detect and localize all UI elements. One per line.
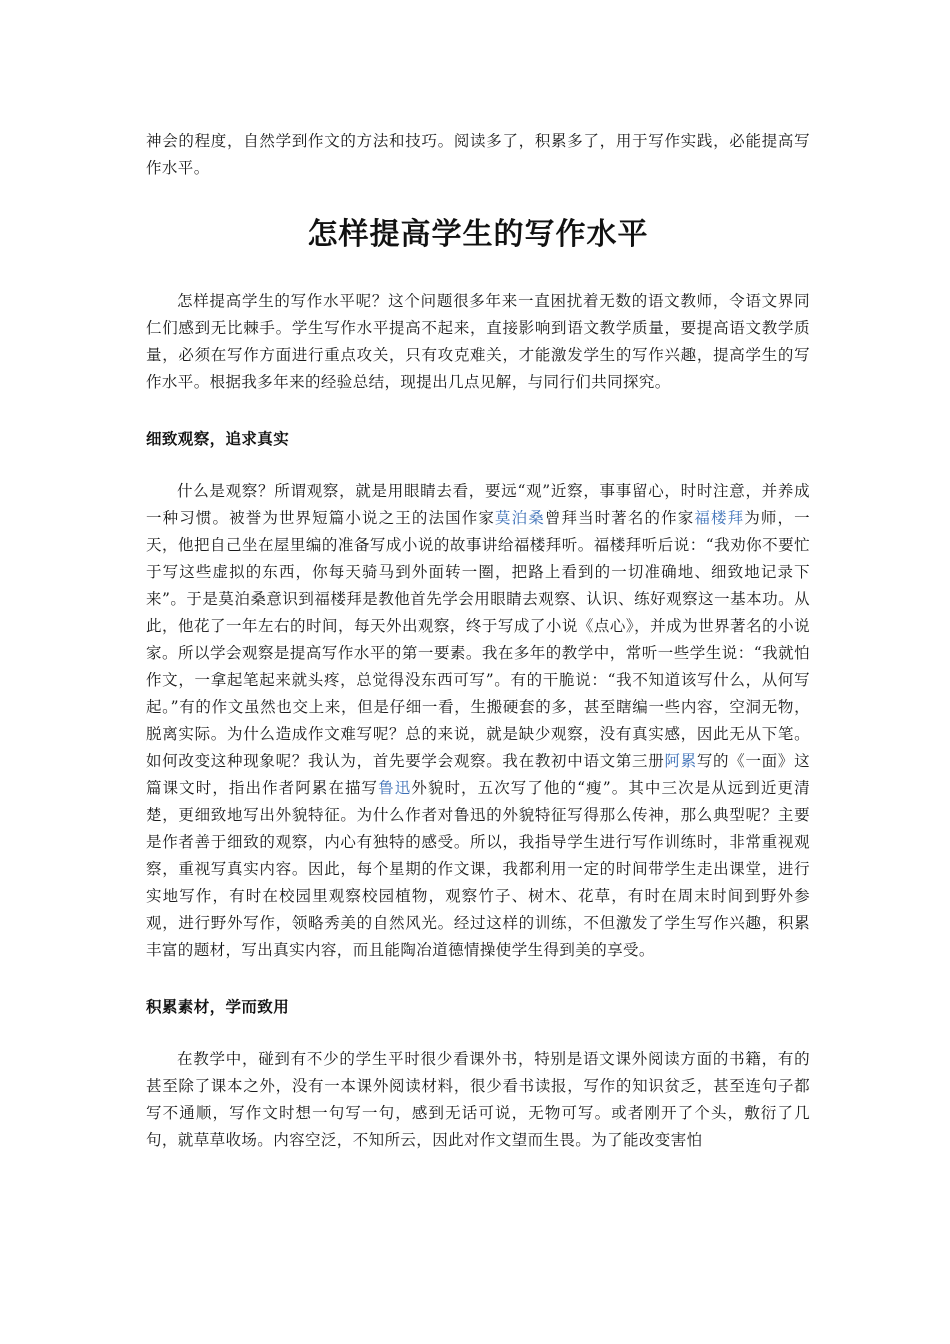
section-heading-observation: 细致观察，追求真实 — [146, 429, 290, 448]
section-heading-accumulation: 积累素材，学而致用 — [146, 997, 290, 1016]
link-lu-xun[interactable]: 鲁迅 — [378, 779, 412, 797]
article-title: 怎样提高学生的写作水平 — [307, 217, 649, 252]
observation-paragraph — [146, 478, 810, 964]
link-flaubert[interactable]: 福楼拜 — [694, 509, 745, 527]
accumulation-paragraph: 在教学中，碰到有不少的学生平时很少看课外书，特别是语文课外阅读方面的书籍，有的甚至除了课本之外，没有一本课外阅读材料，很少看书读报，写作的知识贫乏，甚至连句子都写不通顺，写作文时想一句写一句，感到无话可说，无物可写。或者刚开了个头，敷衍了几句，就草草收场。内容空泛，不知所云，因此对作文望而生畏。为了能改变害怕 — [146, 1050, 810, 1149]
observation-text-part-2: 曾拜当时著名的作家 — [544, 509, 695, 527]
observation-text-part-3: 为师，一天，他把自己坐在屋里编的准备写成小说的故事讲给福楼拜听。福楼拜听后说：“我劝你不要忙于写这些虚拟的东西，你每天骑马到外面转一圈，把路上看到的一切准确地、细致地记录下来”。于是莫泊桑意识到福楼拜是教他首先学会用眼睛去观察、认识、练好观察这一基本功。从此，他花了一年左右的时间，每天外出观察，终于写成了小说《点心》，并成为世界著名的小说家。所以学会观察是提高写作水平的第一要素。我在多年的教学中，常听一些学生说：“我就怕作文，一拿起笔起来就头疼，总觉得没东西可写”。有的干脆说：“我不知道该写什么，从何写起。”有的作文虽然也交上来，但是仔细一看，生搬硬套的多，甚至瞎编一些内容，空洞无物，脱离实际。为什么造成作文难写呢？总的来说，就是缺少观察，没有真实感，因此无从下笔。如何改变这种现象呢？我认为，首先要学会观察。我在教初中语文第三册 — [146, 509, 811, 770]
link-a-lei[interactable]: 阿累 — [664, 752, 697, 770]
opening-paragraph: 怎样提高学生的写作水平呢？这个问题很多年来一直困扰着无数的语文教师，令语文界同仁们感到无比棘手。学生写作水平提高不起来，直接影响到语文教学质量，要提高语文教学质量，必须在写作方面进行重点攻关，只有攻克难关，才能激发学生的写作兴趣，提高学生的写作水平。根据我多年来的经验总结，现提出几点见解，与同行们共同探究。 — [146, 292, 810, 391]
link-maupassant[interactable]: 莫泊桑 — [494, 509, 545, 527]
intro-paragraph: 神会的程度，自然学到作文的方法和技巧。阅读多了，积累多了，用于写作实践，必能提高写作水平。 — [146, 132, 810, 177]
observation-text-part-1: 什么是观察？所谓观察，就是用眼睛去看，要远“观”近察，事事留心，时时注意，并养成一种习惯。被誉为世界短篇小说之王的法国作家 — [146, 482, 810, 527]
observation-text-part-4: 写的《一面》这篇课文时，指出作者阿累在描写 — [146, 752, 810, 797]
observation-text-part-5: 外貌时，五次写了他的“瘦”。其中三次是从远到近更清楚，更细致地写出外貌特征。为什么作者对鲁迅的外貌特征写得那么传神，那么典型呢？主要是作者善于细致的观察，内心有独特的感受。所以，我指导学生进行写作训练时，非常重视观察，重视写真实内容。因此，每个星期的作文课，我都利用一定的时间带学生走出课堂，进行实地写作，有时在校园里观察校园植物，观察竹子、树木、花草，有时在周末时间到野外参观，进行野外写作，领略秀美的自然风光。经过这样的训练，不但激发了学生写作兴趣，积累丰富的题材，写出真实内容，而且能陶冶道德情操使学生得到美的享受。 — [146, 779, 810, 959]
document-page — [146, 128, 810, 1154]
